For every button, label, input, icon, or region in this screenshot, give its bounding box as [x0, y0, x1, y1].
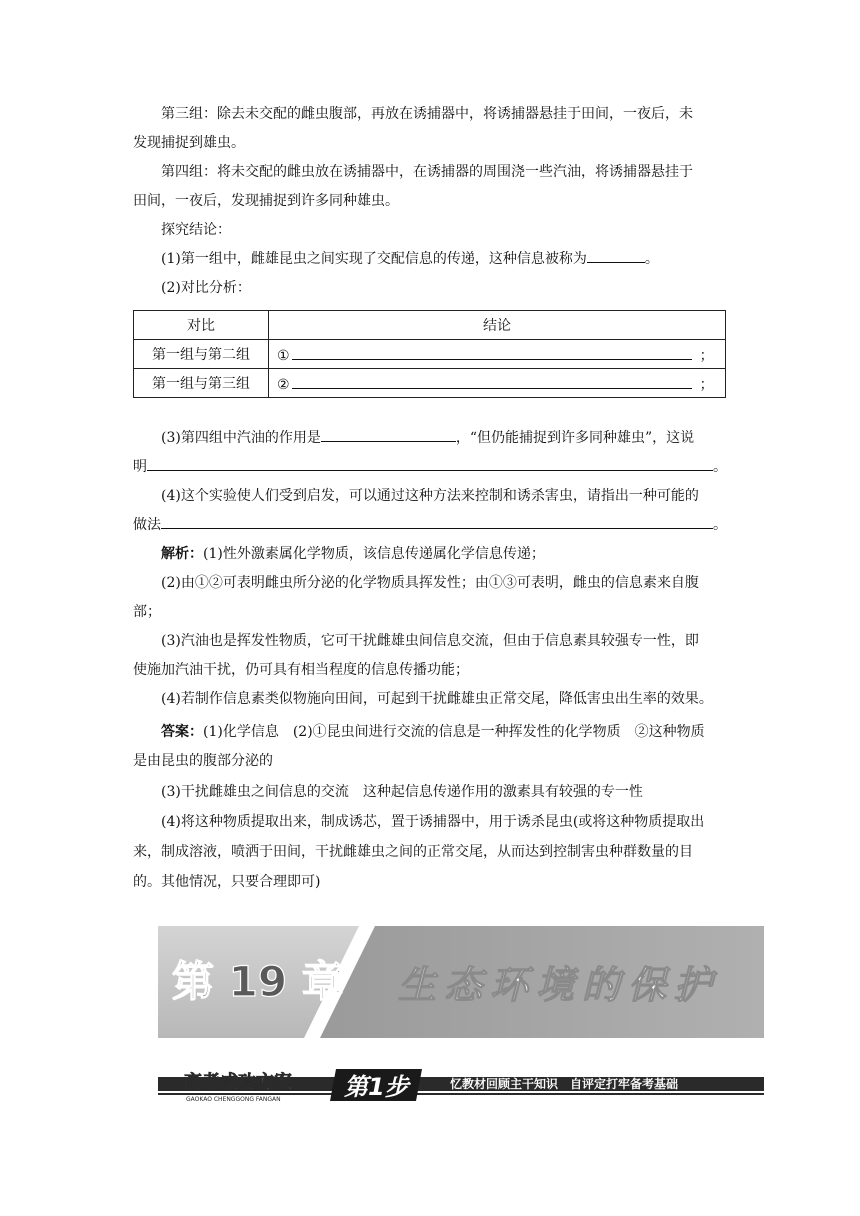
- analysis-4: (4)若制作信息素类似物施向田间，可起到干扰雌雄虫正常交尾，降低害虫出生率的效果。: [161, 691, 713, 707]
- answer-label: 答案：: [161, 724, 203, 740]
- paragraph-group4-cont: 田间，一夜后，发现捕捉到许多同种雄虫。: [133, 193, 399, 209]
- strip-slogan: 忆教材回顾主干知识 自评定打牢备考基础: [450, 1077, 679, 1091]
- analysis-3-cont: 使施加汽油干扰，仍可具有相当程度的信息传播功能；: [133, 662, 469, 678]
- table-header-row: [134, 311, 726, 340]
- analysis-label: 解析：: [161, 546, 203, 562]
- analysis-2-cont: 部；: [133, 604, 161, 620]
- answer-blank: [321, 425, 456, 442]
- conclusion-title: 探究结论：: [161, 222, 231, 238]
- chapter-banner-graphic: [158, 926, 764, 1038]
- answer-1-cont: 是由昆虫的腹部分泌的: [133, 753, 273, 769]
- table-row: [134, 369, 726, 398]
- answer-blank: [292, 344, 692, 360]
- question-2: (2)对比分析：: [161, 280, 251, 296]
- table-cell-conclusion: ② ；: [269, 369, 726, 398]
- table-cell-group: 第一组与第二组: [134, 340, 269, 369]
- answer-4: (4)将这种物质提取出来，制成诱芯，置于诱捕器中，用于诱杀昆虫(或将这种物质提取出: [161, 814, 705, 830]
- chapter-number: 第 19 章: [172, 957, 344, 1006]
- analysis-3: (3)汽油也是挥发性物质，它可干扰雌雄虫间信息交流，但由于信息素具较强专一性，即: [161, 633, 699, 649]
- table-header-cell: 对比: [134, 311, 269, 340]
- question-3-cont: 明 。: [133, 453, 736, 482]
- answer-1: 答案：(1)化学信息 (2)①昆虫间进行交流的信息是一种挥发性的化学物质 ②这种物质: [161, 724, 705, 740]
- answer-3: (3)干扰雌雄虫之间信息的交流 这种起信息传递作用的激素具有较强的专一性: [161, 784, 643, 800]
- answer-blank: [147, 454, 713, 471]
- table-cell-group: 第一组与第三组: [134, 369, 269, 398]
- question-4: (4)这个实验使人们受到启发，可以通过这种方法来控制和诱杀害虫，请指出一种可能的: [161, 488, 699, 504]
- comparison-table: [133, 310, 726, 398]
- strip-underline: [158, 1093, 764, 1095]
- step-label: 第1步: [344, 1073, 409, 1101]
- question-3: (3)第四组中汽油的作用是 ，“但仍能捕捉到许多同种雄虫”，这说: [133, 424, 736, 453]
- answer-blank: [587, 246, 645, 263]
- brand-name: 高考成功方案: [184, 1072, 292, 1093]
- paragraph-group4: 第四组：将未交配的雌虫放在诱捕器中，在诱捕器的周围浇一些汽油，将诱捕器悬挂于: [161, 164, 693, 180]
- question-4-cont: 做法 。: [133, 511, 736, 540]
- section-strip-graphic: [158, 1067, 764, 1103]
- answer-4-cont: 来，制成溶液，喷洒于田间，干扰雌雄虫之间的正常交尾，从而达到控制害虫种群数量的目: [133, 844, 693, 860]
- brand-pinyin: GAOKAO CHENGGONG FANGAN: [186, 1096, 281, 1103]
- table-header-cell: 结论: [269, 311, 726, 340]
- chapter-banner: [158, 926, 764, 1038]
- answer-blank: [292, 373, 692, 389]
- table-cell-conclusion: ① ；: [269, 340, 726, 369]
- section-strip: [158, 1067, 764, 1103]
- analysis-2: (2)由①②可表明雌虫所分泌的化学物质具挥发性；由①③可表明，雌虫的信息素来自腹: [161, 575, 699, 591]
- paragraph-group3: 第三组：除去未交配的雌虫腹部，再放在诱捕器中，将诱捕器悬挂于田间，一夜后，未: [161, 106, 693, 122]
- paragraph-group3-cont: 发现捕捉到雄虫。: [133, 135, 245, 151]
- answer-4-end: 的。其他情况，只要合理即可): [133, 874, 321, 890]
- analysis-1: 解析：(1)性外激素属化学物质，该信息传递属化学信息传递；: [161, 546, 545, 562]
- answer-blank: [161, 512, 713, 529]
- table-row: [134, 340, 726, 369]
- question-1: (1)第一组中，雌雄昆虫之间实现了交配信息的传递，这种信息被称为 。: [133, 245, 736, 274]
- chapter-title: 生态环境的保护: [398, 963, 721, 1007]
